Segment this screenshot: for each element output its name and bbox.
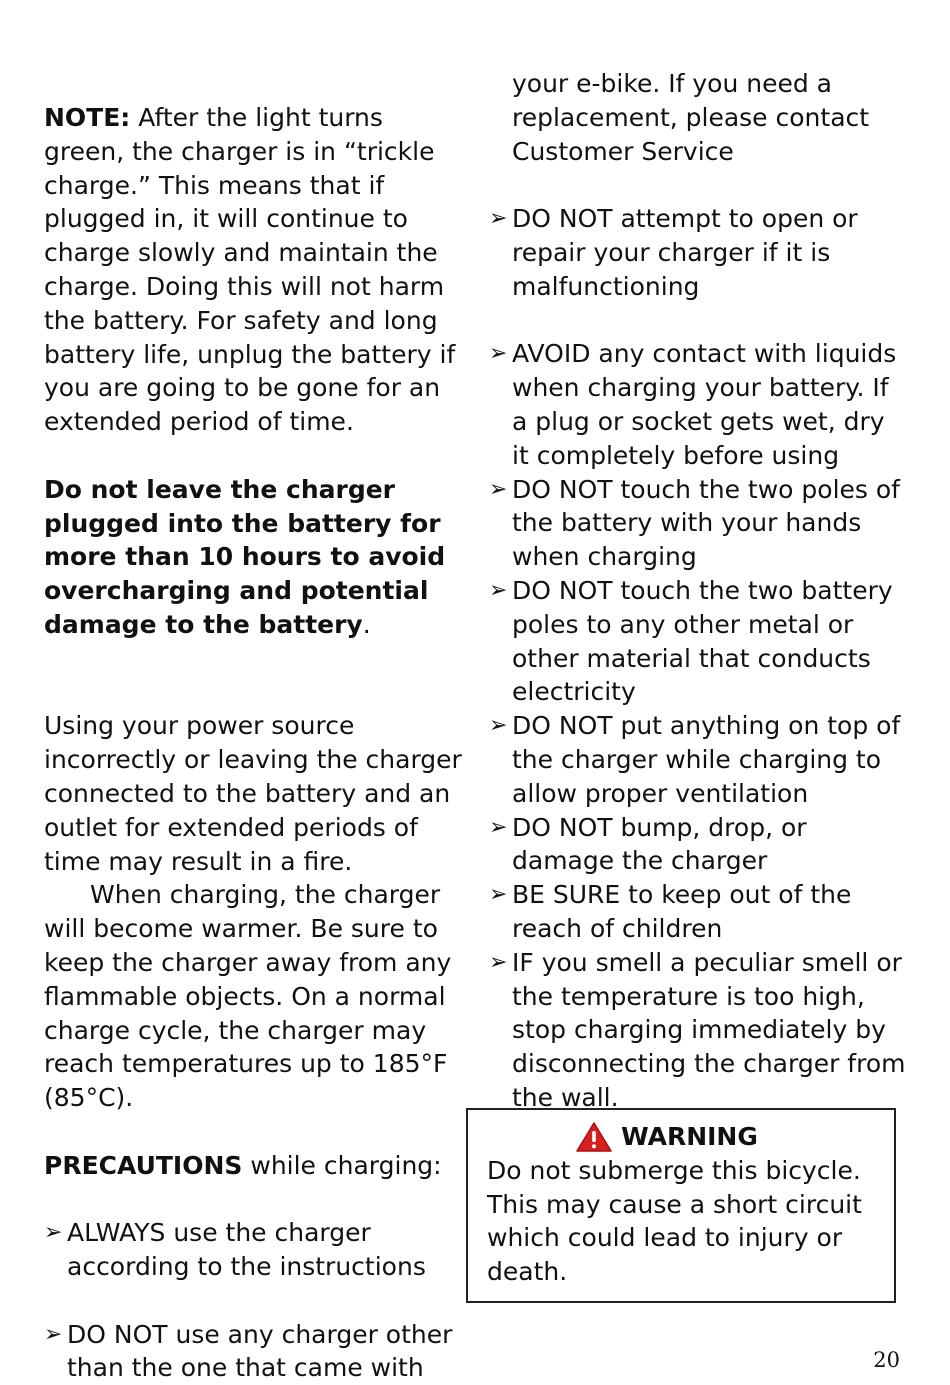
arrow-bullet-icon: ➢ xyxy=(489,713,508,739)
list-item: ➢ DO NOT touch the two battery poles to any other metal or other material that conducts electricity xyxy=(489,575,893,707)
note-paragraph xyxy=(44,101,469,439)
list-item: ➢ ALWAYS use the charger according to the instructions xyxy=(44,1218,426,1282)
list-item: ➢ DO NOT touch the two poles of the battery with your hands when charging xyxy=(489,474,900,572)
precautions-heading: PRECAUTIONS while charging: xyxy=(44,1150,442,1180)
page-number: 20 xyxy=(873,1348,900,1372)
left-column xyxy=(44,101,469,1385)
arrow-bullet-icon: ➢ xyxy=(489,882,508,908)
list-item: ➢ DO NOT put anything on top of the charger while charging to allow proper ventilation xyxy=(489,711,901,808)
list-item: ➢ AVOID any contact with liquids when charging your battery. If a plug or socket gets wet, dry it completely before using xyxy=(489,339,897,470)
bullet-continuation: your e-bike. If you need a replacement, please contact Customer Service xyxy=(512,69,870,166)
list-item: ➢ DO NOT bump, drop, or damage the charger xyxy=(489,812,807,876)
right-column xyxy=(489,67,909,1115)
precautions-label: PRECAUTIONS xyxy=(44,1150,243,1180)
warning-triangle-icon xyxy=(575,1121,613,1153)
arrow-bullet-icon: ➢ xyxy=(489,814,508,840)
list-item: ➢ BE SURE to keep out of the reach of children xyxy=(489,880,852,943)
warning-text: Do not submerge this bicycle. This may cause a short circuit which could lead to injury or death. xyxy=(487,1155,862,1287)
arrow-bullet-icon: ➢ xyxy=(489,577,508,603)
warning-header xyxy=(487,1120,876,1154)
note-label: NOTE: xyxy=(44,103,131,132)
list-item: ➢ DO NOT use any charger other than the one that came with xyxy=(44,1319,453,1383)
arrow-bullet-icon: ➢ xyxy=(44,1321,63,1347)
power-source-paragraph: Using your power source incorrectly or leaving the charger connected to the battery and an outlet for extended periods of time may result in a fire. xyxy=(44,711,462,876)
list-item: ➢ IF you smell a peculiar smell or the temperature is too high, stop charging immediately by disconnecting the charger from the wall. xyxy=(489,947,906,1112)
warning-title: WARNING xyxy=(621,1122,758,1151)
overcharge-warning-text: Do not leave the charger plugged into the battery for more than 10 hours to avoid overcharging and potential damage to the battery xyxy=(44,474,446,639)
warning-box xyxy=(466,1108,896,1303)
list-item: ➢ DO NOT attempt to open or repair your charger if it is malfunctioning xyxy=(489,204,858,301)
overcharge-warning: Do not leave the charger plugged into the battery for more than 10 hours to avoid overcharging and potential damage to the battery. xyxy=(44,474,446,639)
arrow-bullet-icon: ➢ xyxy=(489,476,508,502)
charger-warm-paragraph: When charging, the charger will become warmer. Be sure to keep the charger away from any flammable objects. On a normal charge cycle, the charger may reach temperatures up to 185°F (85°C). xyxy=(44,880,452,1113)
arrow-bullet-icon: ➢ xyxy=(489,341,508,367)
arrow-bullet-icon: ➢ xyxy=(489,949,508,975)
note-text: After the light turns green, the charger is in “trickle charge.” This means that if plugged in, it will continue to charge slowly and maintain the charge. Doing this will not harm the battery. For safety and long battery life, unplug the battery if you are going to be gone for an extended period of time. xyxy=(44,103,456,437)
arrow-bullet-icon: ➢ xyxy=(44,1220,63,1246)
arrow-bullet-icon: ➢ xyxy=(489,206,508,232)
